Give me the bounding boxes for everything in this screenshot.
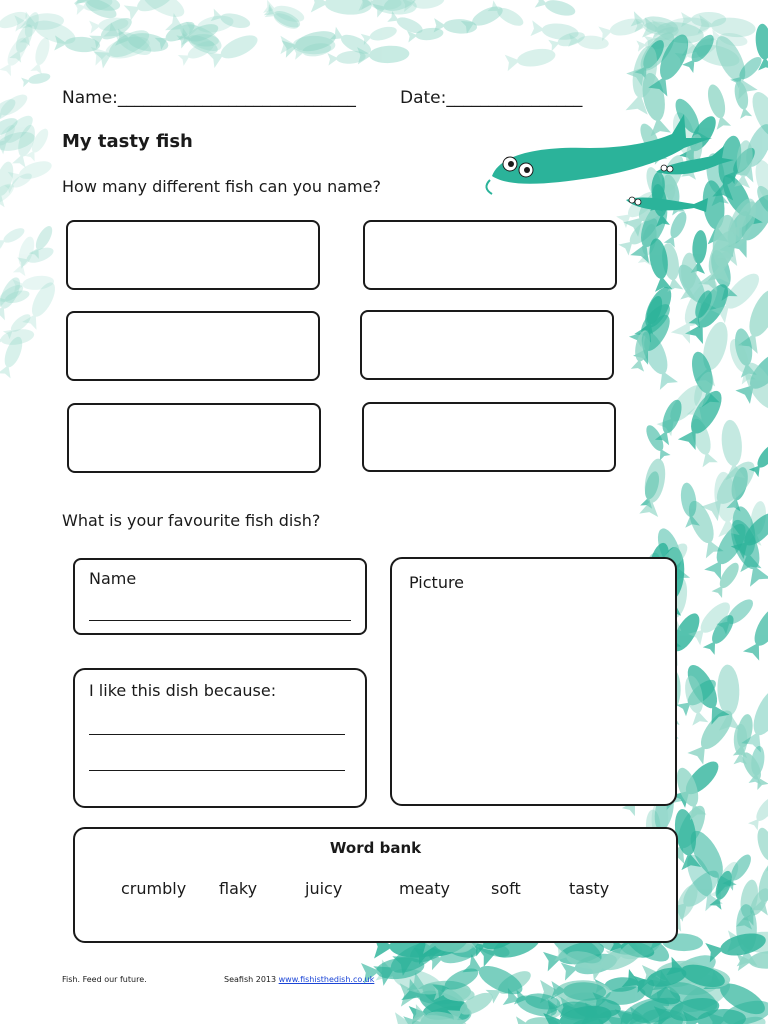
footer-credit (224, 975, 374, 984)
footer-website-link[interactable]: www.fishisthedish.co.uk (278, 975, 375, 984)
fish-answer-box-4[interactable] (360, 310, 614, 380)
question-favourite-dish: What is your favourite fish dish? (62, 511, 321, 530)
background-fish-icon (505, 46, 557, 71)
fish-answer-box-5[interactable] (67, 403, 321, 473)
question-fish-names: How many different fish can you name? (62, 177, 381, 196)
background-fish-icon (639, 457, 668, 517)
page-title: My tasty fish (62, 131, 193, 152)
background-fish-icon (748, 794, 768, 830)
background-fish-icon (535, 0, 577, 19)
big-fish-icon (486, 114, 712, 194)
reason-writing-line-1[interactable] (89, 734, 345, 735)
dish-name-box[interactable] (73, 558, 367, 635)
footer-credit-text: Seafish 2013 (224, 975, 277, 984)
background-fish-icon (21, 71, 51, 87)
name-field-label[interactable]: Name:____________________________ (62, 88, 356, 108)
background-fish-icon (361, 24, 399, 45)
word-bank-word-juicy: juicy (305, 879, 343, 898)
word-bank-word-flaky: flaky (219, 879, 258, 898)
background-fish-icon (530, 20, 579, 41)
fish-answer-box-1[interactable] (66, 220, 320, 290)
picture-label: Picture (409, 573, 465, 592)
dish-name-label: Name (89, 569, 137, 588)
fish-answer-box-3[interactable] (66, 311, 320, 381)
footer-slogan: Fish. Feed our future. (62, 975, 147, 984)
word-bank-word-tasty: tasty (569, 879, 610, 898)
picture-box[interactable] (390, 557, 677, 806)
tiny-fish-icon (626, 197, 708, 212)
word-bank-word-crumbly: crumbly (121, 879, 187, 898)
background-fish-icon (311, 0, 372, 16)
dish-name-writing-line[interactable] (89, 620, 351, 621)
date-field-label[interactable]: Date:________________ (400, 88, 583, 108)
fish-answer-box-6[interactable] (362, 402, 616, 472)
reason-writing-line-2[interactable] (89, 770, 345, 771)
background-fish-icon (30, 36, 52, 74)
word-bank-box (73, 827, 678, 943)
word-bank-word-meaty: meaty (399, 879, 450, 898)
fish-answer-box-2[interactable] (363, 220, 617, 290)
reason-box[interactable] (73, 668, 367, 808)
fish-illustration (480, 108, 740, 223)
reason-label: I like this dish because: (89, 681, 277, 700)
background-fish-icon (0, 35, 31, 76)
word-bank-word-soft: soft (491, 879, 521, 898)
background-fish-icon (754, 826, 768, 872)
word-bank-title: Word bank (329, 839, 422, 857)
